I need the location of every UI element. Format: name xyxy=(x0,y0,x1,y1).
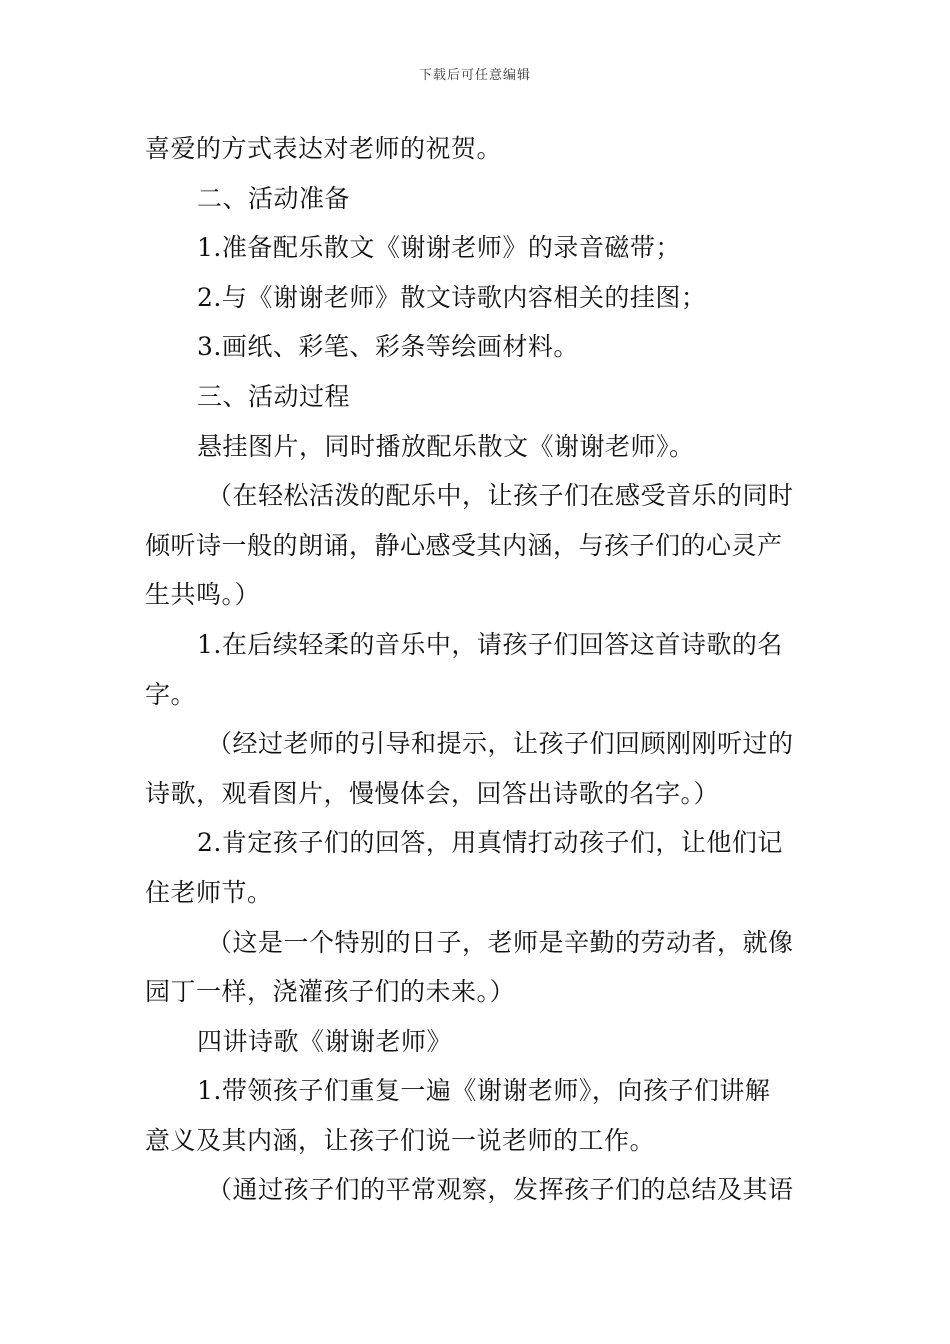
document-body xyxy=(145,124,810,1215)
text-line: （这是一个特别的日子，老师是辛勤的劳动者，就像 xyxy=(207,927,794,957)
text-line: 意义及其内涵，让孩子们说一说老师的工作。 xyxy=(145,1125,656,1155)
section-heading: 三、活动过程 xyxy=(197,381,351,411)
text-line: 倾听诗一般的朗诵，静心感受其内涵，与孩子们的心灵产 xyxy=(145,530,783,560)
page-header: 下载后可任意编辑 xyxy=(418,68,531,83)
text-line: 住老师节。 xyxy=(145,877,273,907)
text-line: （经过老师的引导和提示，让孩子们回顾刚刚听过的 xyxy=(207,729,794,759)
list-item: 1.带领孩子们重复一遍《谢谢老师》，向孩子们讲解 xyxy=(197,1076,771,1106)
list-item: 1.在后续轻柔的音乐中，请孩子们回答这首诗歌的名 xyxy=(197,629,783,659)
text-line: 诗歌，观看图片，慢慢体会，回答出诗歌的名字。） xyxy=(145,778,720,808)
list-item: 2.肯定孩子们的回答，用真情打动孩子们，让他们记 xyxy=(197,828,783,858)
text-line: 喜爱的方式表达对老师的祝贺。 xyxy=(145,134,503,163)
text-line: 字。 xyxy=(145,679,197,709)
text-line: 园丁一样，浇灌孩子们的未来。） xyxy=(145,977,516,1007)
text-line: 生共鸣。） xyxy=(145,580,261,610)
list-item: 2.与《谢谢老师》散文诗歌内容相关的挂图； xyxy=(197,282,707,312)
text-line: （在轻松活泼的配乐中，让孩子们在感受音乐的同时 xyxy=(207,481,794,511)
text-line: （通过孩子们的平常观察，发挥孩子们的总结及其语 xyxy=(207,1175,794,1205)
section-heading: 四讲诗歌《谢谢老师》 xyxy=(197,1026,453,1056)
text-line: 悬挂图片，同时播放配乐散文《谢谢老师》。 xyxy=(197,431,695,461)
list-item: 1.准备配乐散文《谢谢老师》的录音磁带； xyxy=(197,233,681,263)
list-item: 3.画纸、彩笔、彩条等绘画材料。 xyxy=(197,332,579,362)
section-heading: 二、活动准备 xyxy=(197,183,351,213)
